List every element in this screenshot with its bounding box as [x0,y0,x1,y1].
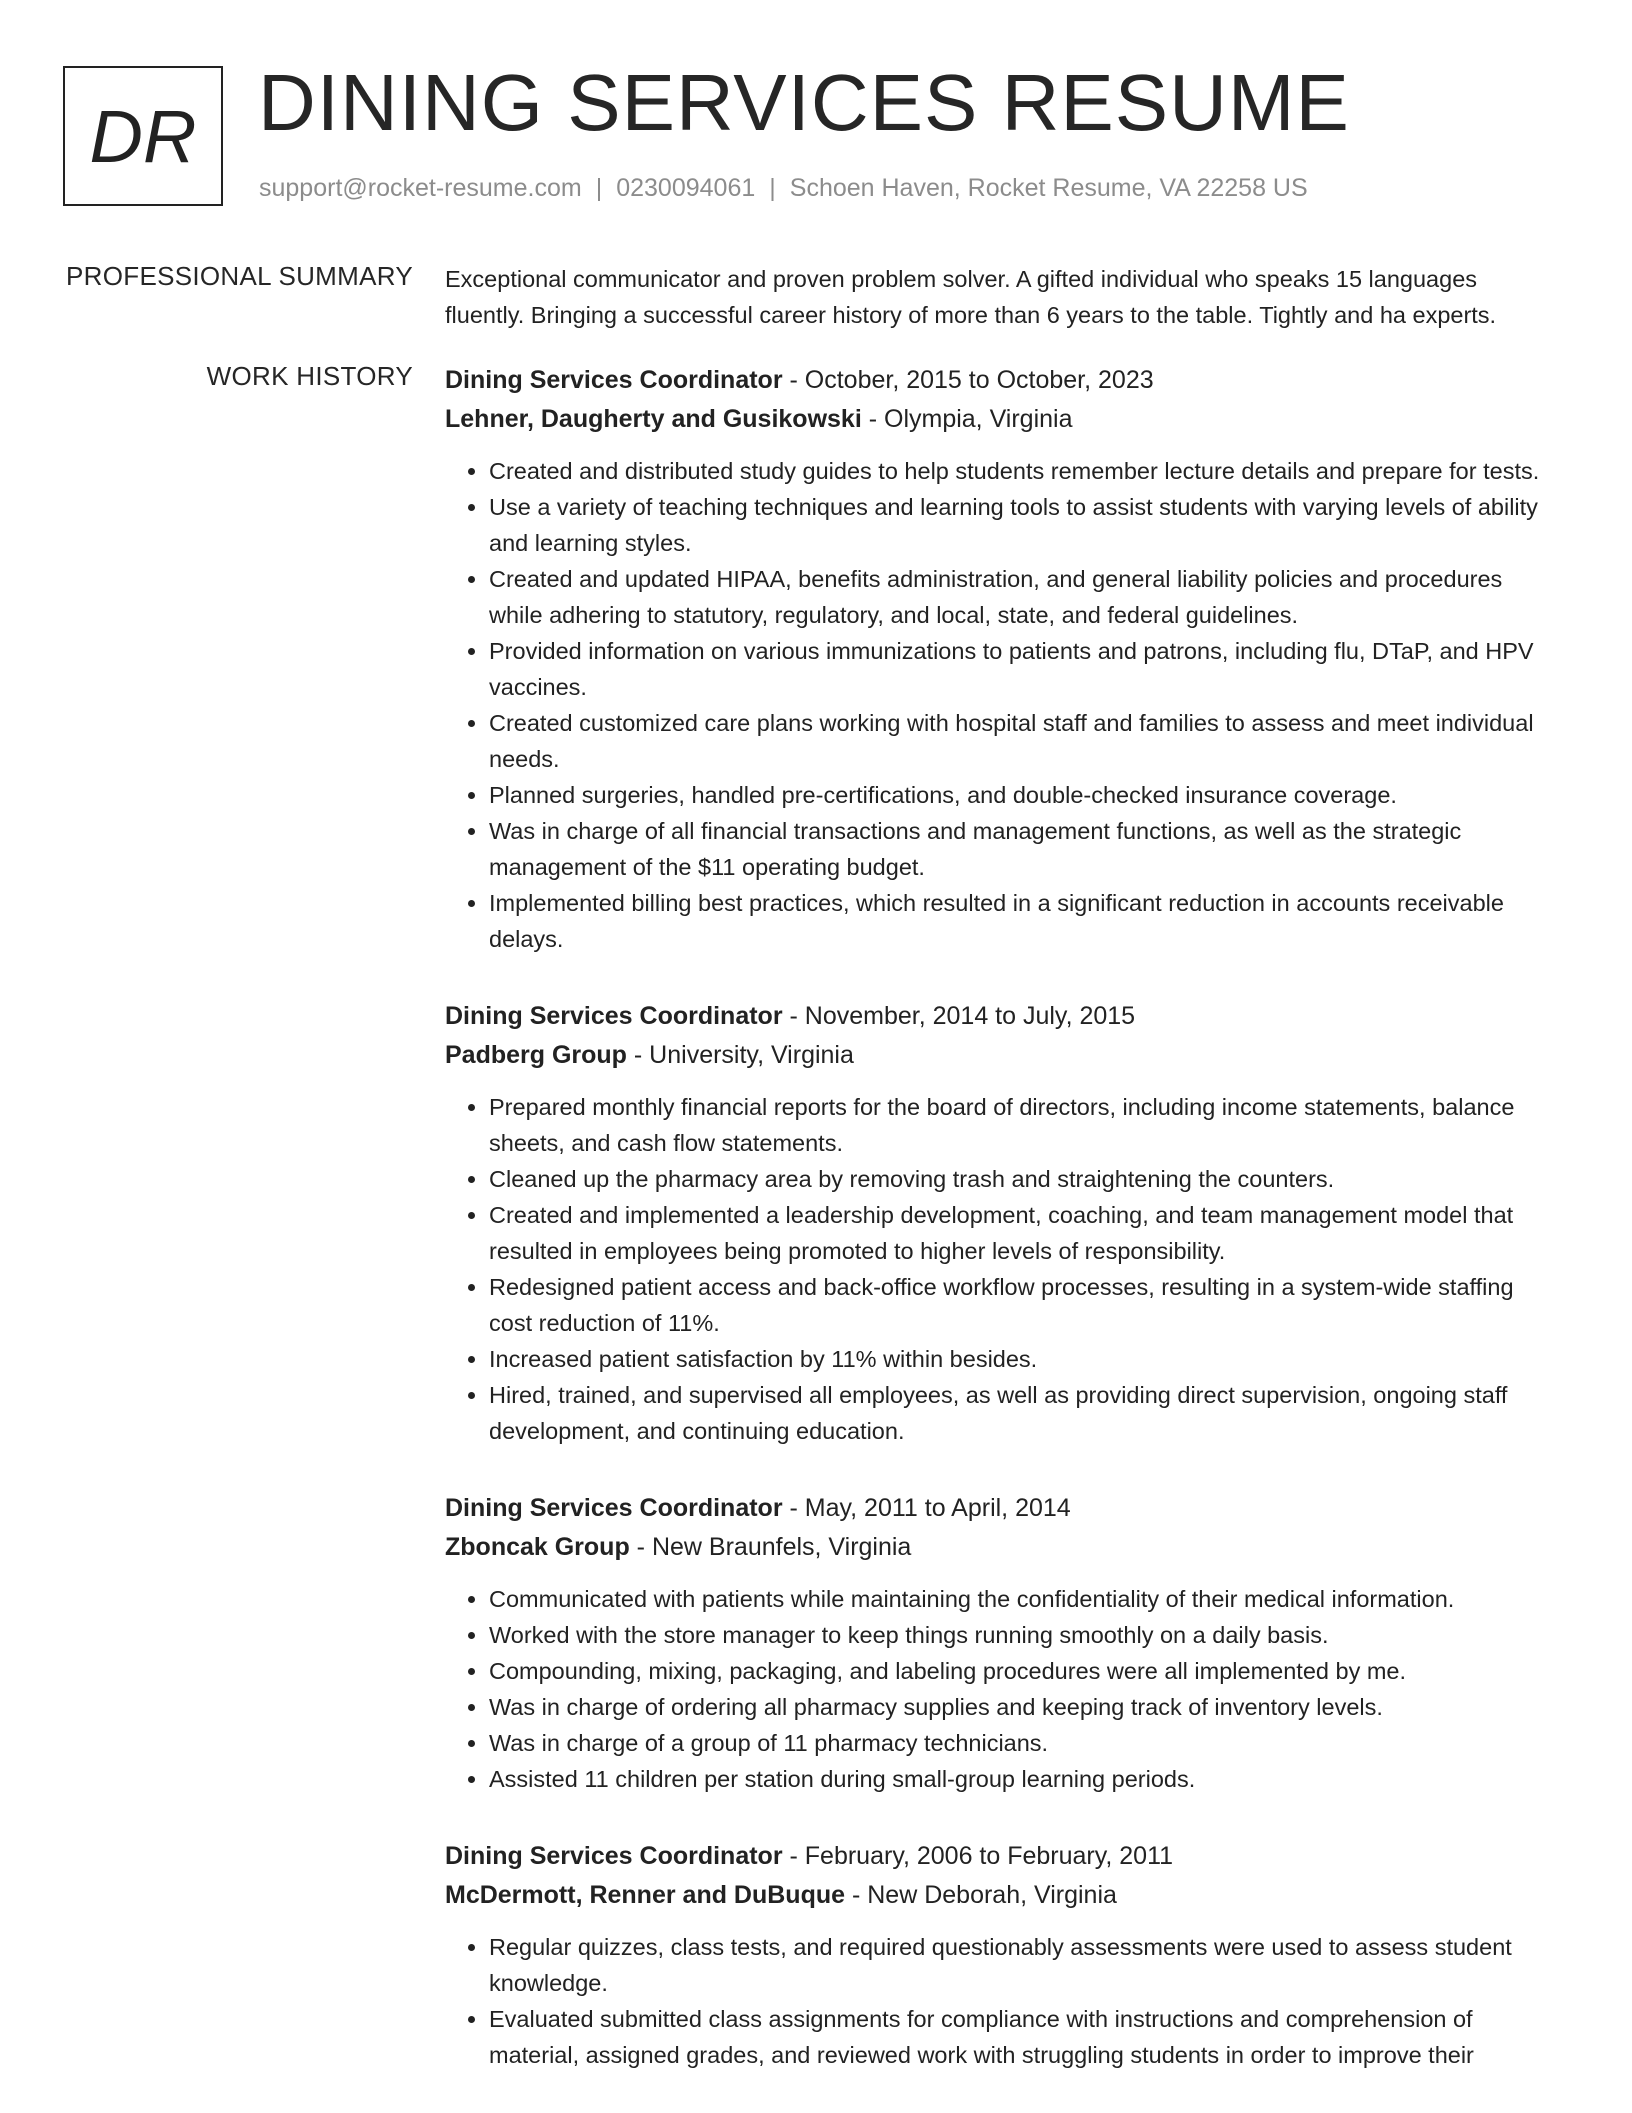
job-company-line [445,1876,1560,1915]
job-dates: - October, 2015 to October, 2023 [782,366,1154,394]
job-entry [445,1837,1560,2073]
job-bullet-item: • Planned surgeries, handled pre-certifications, and double-checked insurance coverage. [489,777,1560,813]
job-entry [445,1489,1560,1797]
job-title-line [445,1837,1560,1876]
job-bullet-item: • Worked with the store manager to keep things running smoothly on a daily basis. [489,1617,1560,1653]
job-company-line [445,1036,1560,1075]
job-bullet-item: • Communicated with patients while maintaining the confidentiality of their medical information. [489,1581,1560,1617]
section-label-professional-summary: PROFESSIONAL SUMMARY [66,261,413,291]
job-location: - Olympia, Virginia [861,405,1073,433]
summary-body [445,261,1560,333]
job-bullet-item: • Assisted 11 children per station during small-group learning periods. [489,1761,1560,1797]
work-history-list [445,361,1560,2113]
job-bullet-item: • Regular quizzes, class tests, and required questionably assessments were used to assess student knowledge. [489,1929,1560,2001]
job-bullet-list [445,453,1560,957]
job-bullet-item: • Provided information on various immunizations to patients and patrons, including flu, DTaP, and HPV vaccines. [489,633,1560,705]
job-title-line [445,997,1560,1036]
job-bullet-item: • Redesigned patient access and back-office workflow processes, resulting in a system-wide staffing cost reduction of 11%. [489,1269,1560,1341]
job-location: - New Deborah, Virginia [845,1881,1117,1909]
job-company: Zboncak Group [445,1533,630,1561]
monogram-logo: DR [63,66,223,206]
job-company: McDermott, Renner and DuBuque [445,1881,846,1909]
contact-email: support@rocket-resume.com [259,174,582,202]
job-bullet-list [445,1929,1560,2073]
contact-line [259,174,1308,203]
job-bullet-item: • Increased patient satisfaction by 11% within besides. [489,1341,1560,1377]
job-bullet-list [445,1581,1560,1797]
section-label-work-history: WORK HISTORY [206,361,413,391]
job-entry [445,997,1560,1449]
contact-address: Schoen Haven, Rocket Resume, VA 22258 US [789,174,1308,202]
job-company: Padberg Group [445,1041,627,1069]
job-entry [445,361,1560,957]
job-location: - New Braunfels, Virginia [629,1533,912,1561]
job-company-line [445,1528,1560,1567]
contact-phone: 0230094061 [616,174,756,202]
job-company-line [445,400,1560,439]
job-location: - University, Virginia [626,1041,854,1069]
job-title: Dining Services Coordinator [445,1842,783,1870]
job-bullet-item: • Implemented billing best practices, which resulted in a significant reduction in accounts receivable delays. [489,885,1560,957]
job-title: Dining Services Coordinator [445,366,783,394]
job-title-line [445,361,1560,400]
summary-text: Exceptional communicator and proven problem solver. A gifted individual who speaks 15 languages fluently. Bringing a successful career history of more than 6 years to the table. Tightly and ha experts. [445,266,1497,328]
job-bullet-item: • Created customized care plans working with hospital staff and families to assess and meet individual needs. [489,705,1560,777]
job-title: Dining Services Coordinator [445,1494,783,1522]
job-dates: - February, 2006 to February, 2011 [782,1842,1174,1870]
job-bullet-item: • Was in charge of ordering all pharmacy supplies and keeping track of inventory levels. [489,1689,1560,1725]
contact-separator: | [595,174,603,202]
job-company: Lehner, Daugherty and Gusikowski [445,405,862,433]
job-bullet-item: • Compounding, mixing, packaging, and labeling procedures were all implemented by me. [489,1653,1560,1689]
job-bullet-item: • Created and implemented a leadership development, coaching, and team management model that resulted in employees being promoted to higher levels of responsibility. [489,1197,1560,1269]
job-bullet-item: • Cleaned up the pharmacy area by removing trash and straightening the counters. [489,1161,1560,1197]
resume-title: DINING SERVICES RESUME [258,58,1350,147]
job-bullet-item: • Hired, trained, and supervised all employees, as well as providing direct supervision, ongoing staff development, and continuing education. [489,1377,1560,1449]
job-bullet-item: • Created and updated HIPAA, benefits administration, and general liability policies and procedures while adhering to statutory, regulatory, and local, state, and federal guidelines. [489,561,1560,633]
job-dates: - November, 2014 to July, 2015 [782,1002,1136,1030]
job-bullet-item: • Was in charge of all financial transactions and management functions, as well as the strategic management of the $11 operating budget. [489,813,1560,885]
job-title: Dining Services Coordinator [445,1002,783,1030]
job-dates: - May, 2011 to April, 2014 [782,1494,1071,1522]
job-title-line [445,1489,1560,1528]
job-bullet-item: • Prepared monthly financial reports for the board of directors, including income statements, balance sheets, and cash flow statements. [489,1089,1560,1161]
job-bullet-item: • Created and distributed study guides to help students remember lecture details and prepare for tests. [489,453,1560,489]
job-bullet-list [445,1089,1560,1449]
job-bullet-item: • Evaluated submitted class assignments for compliance with instructions and comprehension of material, assigned grades, and reviewed work with struggling students in order to improve their [489,2001,1560,2073]
contact-separator: | [769,174,776,202]
job-bullet-item: • Use a variety of teaching techniques and learning tools to assist students with varying levels of ability and learning styles. [489,489,1560,561]
job-bullet-item: • Was in charge of a group of 11 pharmacy technicians. [489,1725,1560,1761]
